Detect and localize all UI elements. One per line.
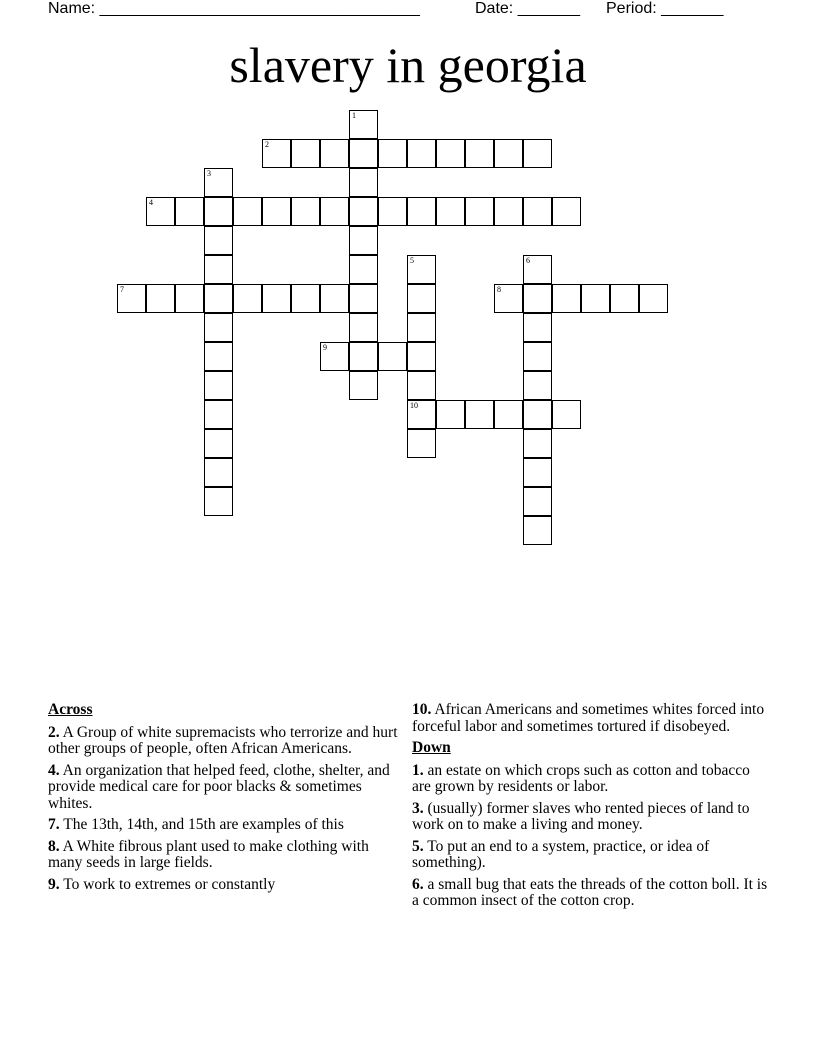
- crossword-cell[interactable]: [378, 197, 407, 226]
- crossword-cell[interactable]: [204, 429, 233, 458]
- clue-number: 4.: [48, 761, 60, 779]
- clue-text: an estate on which crops such as cotton and tobacco are grown by residents or labor.: [412, 761, 750, 795]
- crossword-cell[interactable]: [494, 139, 523, 168]
- clue-item: [48, 839, 404, 872]
- crossword-cell[interactable]: [407, 197, 436, 226]
- clue-number: 4: [149, 198, 153, 207]
- crossword-cell[interactable]: [291, 284, 320, 313]
- crossword-cell[interactable]: [349, 168, 378, 197]
- crossword-cell[interactable]: [407, 342, 436, 371]
- clue-item: [412, 702, 768, 735]
- crossword-cell[interactable]: [349, 197, 378, 226]
- crossword-cell[interactable]: [407, 139, 436, 168]
- crossword-cell[interactable]: [262, 139, 291, 168]
- crossword-cell[interactable]: [175, 284, 204, 313]
- crossword-cell[interactable]: [204, 284, 233, 313]
- crossword-cell[interactable]: [610, 284, 639, 313]
- crossword-cell[interactable]: [494, 197, 523, 226]
- across-heading: Across: [48, 701, 93, 718]
- crossword-cell[interactable]: [349, 371, 378, 400]
- clue-number: 2: [265, 140, 269, 149]
- clue-text: To work to extremes or constantly: [59, 875, 276, 893]
- crossword-cell[interactable]: [146, 197, 175, 226]
- clue-number: 3.: [412, 799, 424, 817]
- crossword-cell[interactable]: [320, 342, 349, 371]
- clue-text: To put an end to a system, practice, or idea of something).: [412, 837, 710, 871]
- crossword-cell[interactable]: [204, 400, 233, 429]
- clue-number: 8.: [48, 837, 60, 855]
- crossword-cell[interactable]: [523, 371, 552, 400]
- crossword-cell[interactable]: [349, 342, 378, 371]
- clue-text: (usually) former slaves who rented pieces of land to work on to make a living and money.: [412, 799, 750, 833]
- crossword-cell[interactable]: [523, 139, 552, 168]
- crossword-cell[interactable]: [436, 400, 465, 429]
- crossword-cell[interactable]: [320, 284, 349, 313]
- clue-number: 10.: [412, 701, 432, 718]
- clue-item: [48, 877, 404, 894]
- clue-number: 1: [352, 111, 356, 120]
- clue-text: An organization that helped feed, clothe, shelter, and provide medical care for poor blacks & sometimes whites.: [48, 761, 390, 812]
- crossword-cell[interactable]: [175, 197, 204, 226]
- crossword-cell[interactable]: [552, 197, 581, 226]
- crossword-cell[interactable]: [465, 197, 494, 226]
- clue-number: 6: [526, 256, 530, 265]
- crossword-cell[interactable]: [407, 284, 436, 313]
- crossword-cell[interactable]: [407, 371, 436, 400]
- clue-number: 7.: [48, 816, 60, 833]
- crossword-cell[interactable]: [349, 313, 378, 342]
- crossword-cell[interactable]: [494, 284, 523, 313]
- crossword-cell[interactable]: [117, 284, 146, 313]
- crossword-cell[interactable]: [204, 168, 233, 197]
- clue-number: 9: [323, 343, 327, 352]
- clue-item: [412, 877, 768, 910]
- clue-item: [412, 839, 768, 872]
- clue-item: [48, 725, 404, 758]
- crossword-cell[interactable]: [262, 284, 291, 313]
- down-heading: Down: [412, 739, 451, 756]
- clue-number: 2.: [48, 723, 60, 741]
- clue-number: 7: [120, 285, 124, 294]
- across-clue-list: [48, 725, 404, 894]
- crossword-cell[interactable]: [523, 284, 552, 313]
- crossword-cell[interactable]: [581, 284, 610, 313]
- crossword-cell[interactable]: [436, 139, 465, 168]
- clue-number: 3: [207, 169, 211, 178]
- clue-item: [48, 763, 404, 813]
- page-title: slavery in georgia: [229, 37, 587, 93]
- crossword-cell[interactable]: [262, 197, 291, 226]
- crossword-cell[interactable]: [494, 400, 523, 429]
- crossword-cell[interactable]: [204, 197, 233, 226]
- crossword-cell[interactable]: [349, 139, 378, 168]
- crossword-cell[interactable]: [552, 284, 581, 313]
- crossword-cell[interactable]: [523, 516, 552, 545]
- crossword-cell[interactable]: [204, 487, 233, 516]
- crossword-cell[interactable]: [523, 458, 552, 487]
- crossword-cell[interactable]: [349, 226, 378, 255]
- crossword-cell[interactable]: [378, 139, 407, 168]
- clue-number: 10: [410, 401, 418, 410]
- clue-text: A Group of white supremacists who terrorize and hurt other groups of people, often African Americans.: [48, 723, 398, 757]
- crossword-cell[interactable]: [552, 400, 581, 429]
- crossword-cell[interactable]: [233, 284, 262, 313]
- clue-number: 8: [497, 285, 501, 294]
- clue-number: 5: [410, 256, 414, 265]
- crossword-cell[interactable]: [523, 197, 552, 226]
- down-clue-list: [412, 763, 768, 910]
- clue-text: The 13th, 14th, and 15th are examples of this: [59, 816, 344, 833]
- crossword-cell[interactable]: [523, 487, 552, 516]
- clue-item: [48, 817, 404, 834]
- name-field[interactable]: Name: ____________________________________: [48, 0, 420, 17]
- crossword-cell[interactable]: [523, 429, 552, 458]
- crossword-cell[interactable]: [436, 197, 465, 226]
- clues-left-column: [48, 702, 404, 898]
- crossword-cell[interactable]: [523, 342, 552, 371]
- clue-item: [412, 801, 768, 834]
- crossword-cell[interactable]: [407, 429, 436, 458]
- crossword-cell[interactable]: [465, 400, 494, 429]
- clue-text: African Americans and sometimes whites forced into forceful labor and sometimes tortured if disobeyed.: [412, 701, 765, 735]
- crossword-cell[interactable]: [291, 139, 320, 168]
- across-clue-list-continued: [412, 702, 768, 735]
- crossword-cell[interactable]: [407, 255, 436, 284]
- clue-number: 9.: [48, 875, 60, 893]
- clues-right-column: [412, 702, 768, 915]
- crossword-cell[interactable]: [204, 313, 233, 342]
- clue-number: 5.: [412, 837, 424, 855]
- date-field[interactable]: Date: _______: [475, 0, 580, 17]
- crossword-cell[interactable]: [204, 226, 233, 255]
- crossword-cell[interactable]: [204, 255, 233, 284]
- crossword-cell[interactable]: [378, 342, 407, 371]
- crossword-cell[interactable]: [523, 313, 552, 342]
- crossword-cell[interactable]: [349, 255, 378, 284]
- crossword-cell[interactable]: [465, 139, 494, 168]
- clue-item: [412, 763, 768, 796]
- period-field[interactable]: Period: _______: [606, 0, 724, 17]
- crossword-cell[interactable]: [639, 284, 668, 313]
- crossword-cell[interactable]: [204, 371, 233, 400]
- crossword-cell[interactable]: [407, 400, 436, 429]
- crossword-cell[interactable]: [349, 110, 378, 139]
- crossword-cell[interactable]: [523, 400, 552, 429]
- clue-number: 1.: [412, 761, 424, 779]
- crossword-cell[interactable]: [291, 197, 320, 226]
- crossword-cell[interactable]: [320, 139, 349, 168]
- crossword-cell[interactable]: [349, 284, 378, 313]
- crossword-cell[interactable]: [204, 342, 233, 371]
- clue-text: a small bug that eats the threads of the cotton boll. It is a common insect of the cotton crop.: [412, 875, 768, 909]
- crossword-cell[interactable]: [523, 255, 552, 284]
- crossword-cell[interactable]: [320, 197, 349, 226]
- crossword-cell[interactable]: [233, 197, 262, 226]
- clue-text: A White fibrous plant used to make clothing with many seeds in large fields.: [48, 837, 369, 871]
- crossword-cell[interactable]: [146, 284, 175, 313]
- crossword-cell[interactable]: [204, 458, 233, 487]
- crossword-cell[interactable]: [407, 313, 436, 342]
- clue-number: 6.: [412, 875, 424, 893]
